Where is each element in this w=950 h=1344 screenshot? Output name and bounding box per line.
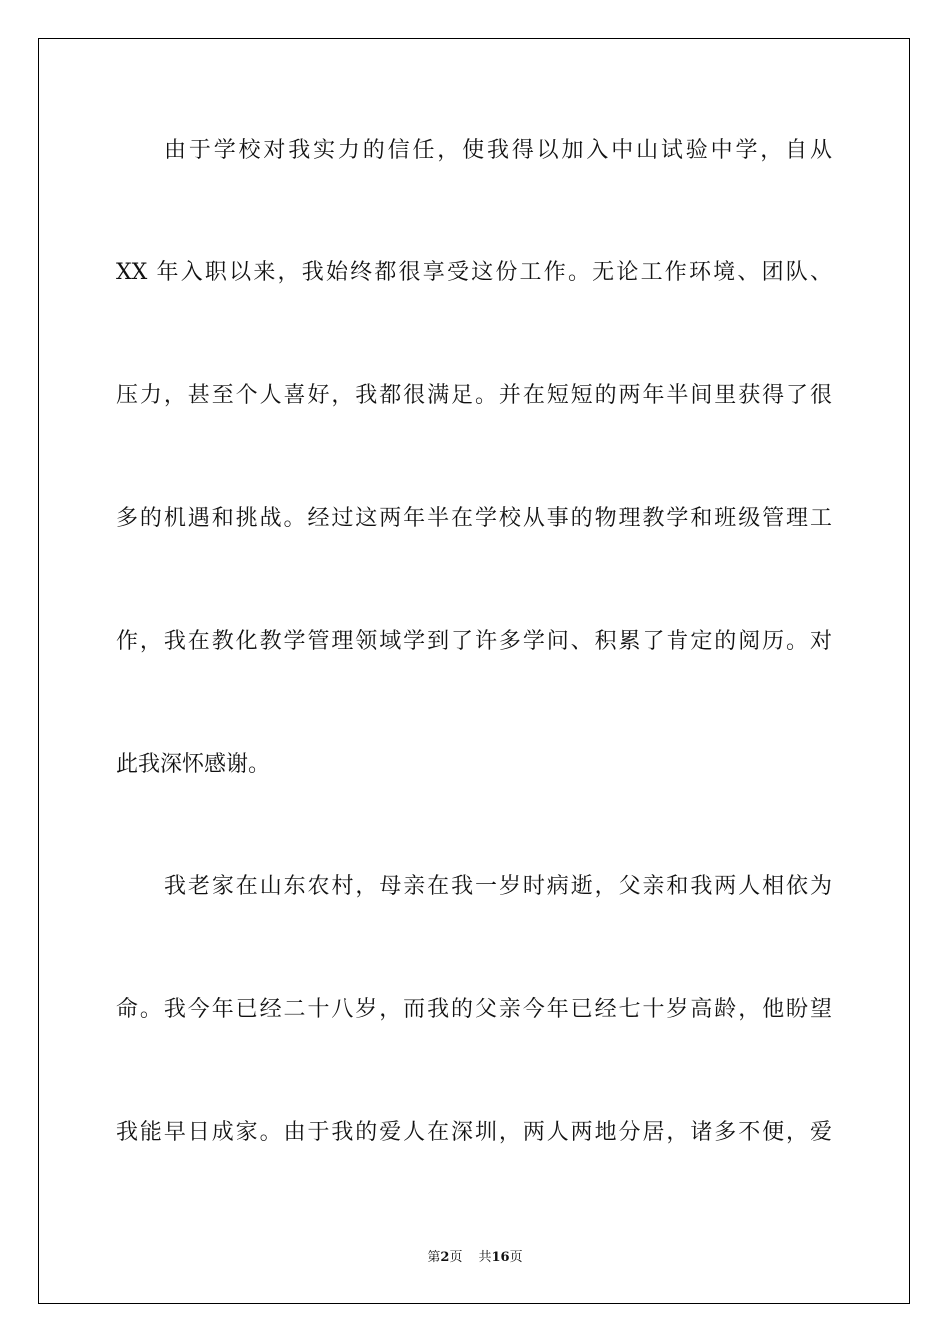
- paragraph-2-line-2: 命。我今年已经二十八岁，而我的父亲今年已经七十岁高龄，他盼望: [116, 997, 832, 1022]
- paragraph-1-line-6: 此我深怀感谢。: [116, 752, 271, 777]
- paragraph-1-line-4: 多的机遇和挑战。经过这两年半在学校从事的物理教学和班级管理工: [116, 506, 832, 531]
- footer-page-suffix: 页: [449, 1250, 463, 1265]
- paragraph-1-line-3: 压力，甚至个人喜好，我都很满足。并在短短的两年半间里获得了很: [116, 383, 832, 408]
- footer-total-suffix: 页: [509, 1250, 523, 1265]
- paragraph-2-line-1: 我老家在山东农村，母亲在我一岁时病逝，父亲和我两人相依为: [164, 874, 832, 899]
- paragraph-1-line-2: XX 年入职以来，我始终都很享受这份工作。无论工作环境、团队、: [116, 260, 832, 285]
- paragraph-1-line-5: 作，我在教化教学管理领域学到了许多学问、积累了肯定的阅历。对: [116, 629, 832, 654]
- paragraph-2-line-3: 我能早日成家。由于我的爱人在深圳，两人两地分居，诸多不便，爱: [116, 1120, 832, 1145]
- footer-total-prefix: 共: [478, 1250, 492, 1265]
- footer-total-pages: 16: [491, 1250, 510, 1265]
- page-footer: [0, 1246, 950, 1265]
- footer-page-prefix: 第: [427, 1250, 441, 1265]
- paragraph-1-line-1: 由于学校对我实力的信任，使我得以加入中山试验中学，自从: [164, 138, 832, 163]
- footer-page-number: 2: [440, 1250, 450, 1265]
